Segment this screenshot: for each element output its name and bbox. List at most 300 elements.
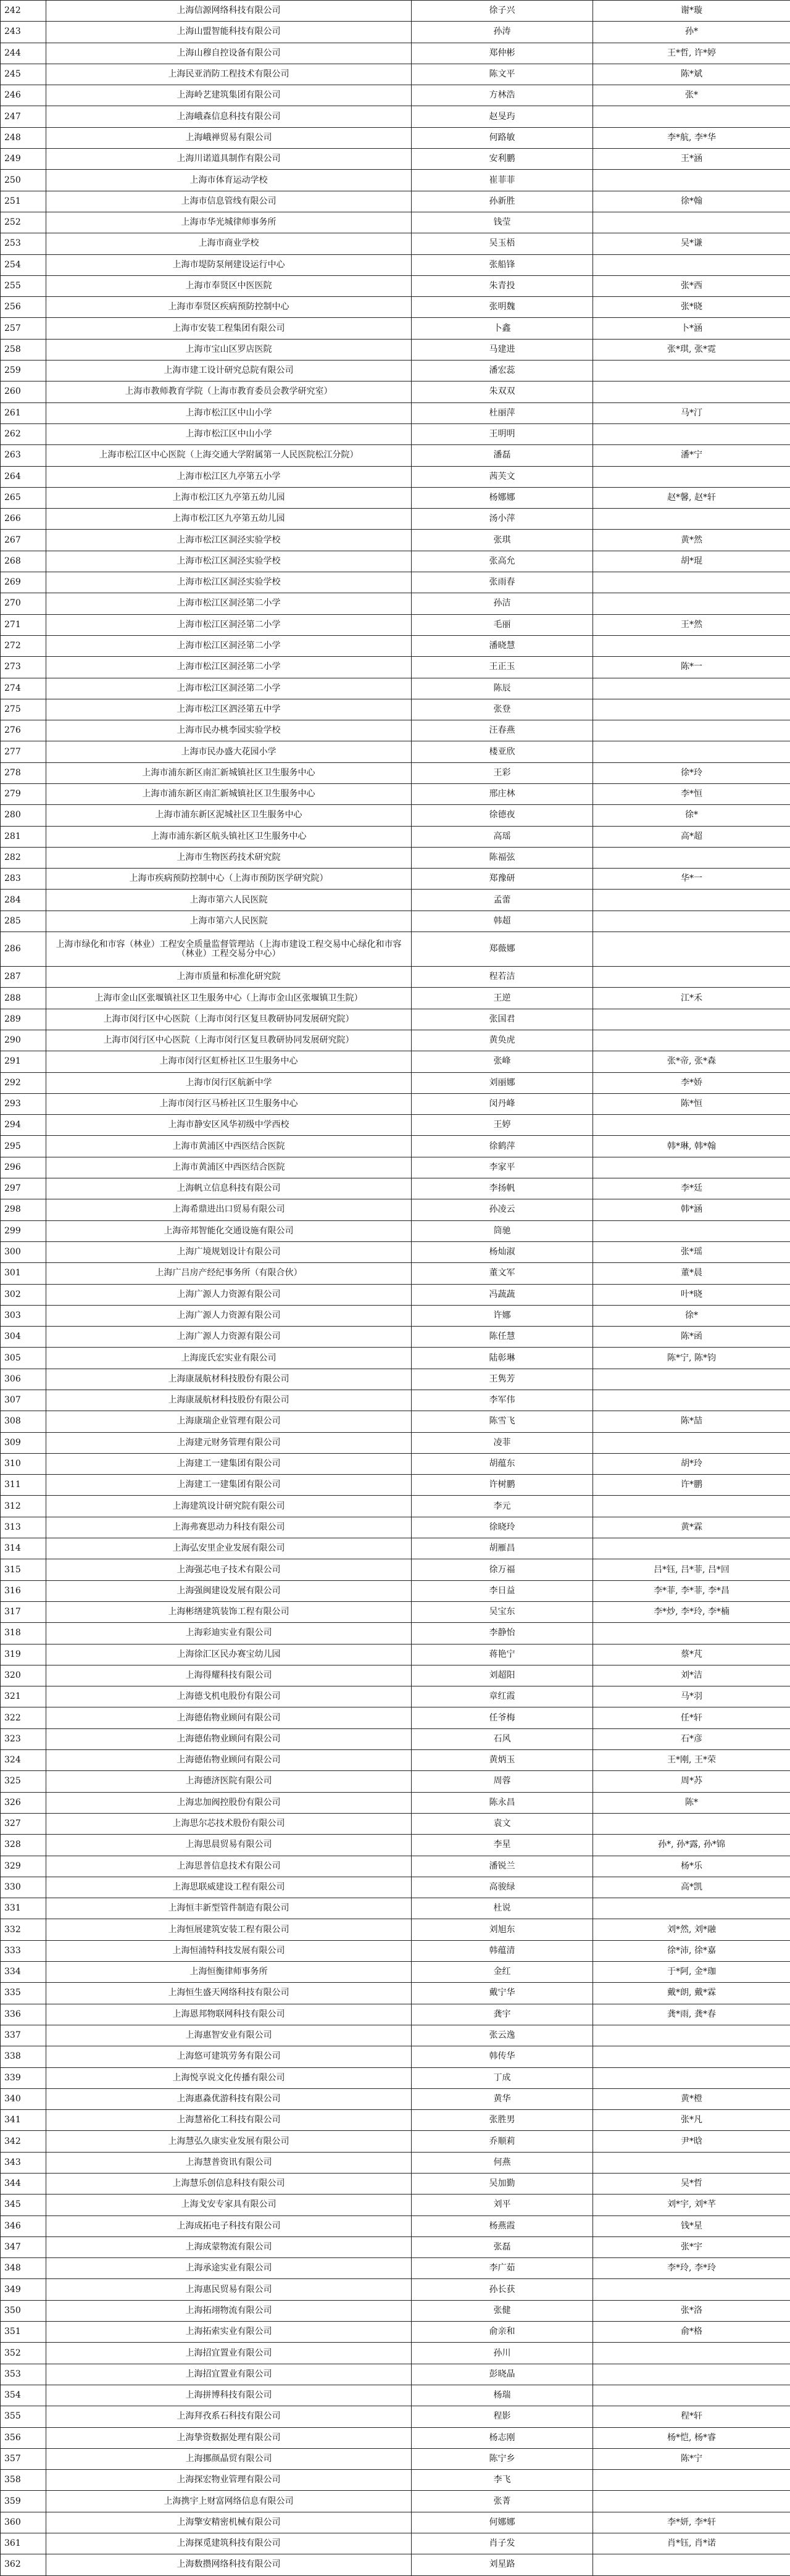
person-name-cell: 王婷 — [412, 1115, 593, 1136]
person-name-cell: 马建进 — [412, 339, 593, 360]
table-row — [1, 1792, 790, 1813]
person-name-cell: 张高允 — [412, 551, 593, 572]
unit-name-cell: 上海建元财务管理有限公司 — [46, 1432, 412, 1453]
unit-name-cell: 上海忠加阀控股份有限公司 — [46, 1792, 412, 1813]
table-row — [1, 2554, 790, 2575]
note-cell — [593, 1538, 790, 1559]
unit-name-cell: 上海建筑设计研究院有限公司 — [46, 1496, 412, 1517]
person-name-cell: 徐晓玲 — [412, 1517, 593, 1538]
person-name-cell: 安利鹏 — [412, 149, 593, 170]
row-number: 273 — [1, 657, 46, 678]
row-number: 253 — [1, 233, 46, 254]
table-row — [1, 1327, 790, 1348]
person-name-cell: 赵旻玙 — [412, 106, 593, 127]
unit-name-cell: 上海德戈机电股份有限公司 — [46, 1686, 412, 1707]
person-name-cell: 俞亲和 — [412, 2322, 593, 2343]
row-number: 246 — [1, 85, 46, 106]
unit-name-cell: 上海恒展建筑安装工程有限公司 — [46, 1919, 412, 1940]
note-cell — [593, 1623, 790, 1644]
note-cell: 陈* — [593, 1792, 790, 1813]
note-cell — [593, 1369, 790, 1390]
unit-name-cell: 上海市松江区中心医院（上海交通大学附属第一人民医院松江分院） — [46, 445, 412, 466]
note-cell — [593, 1030, 790, 1051]
person-name-cell: 程影 — [412, 2406, 593, 2427]
table-row — [1, 805, 790, 826]
unit-name-cell: 上海市松江区洞泾第二小学 — [46, 593, 412, 614]
row-number: 308 — [1, 1411, 46, 1432]
unit-name-cell: 上海市安装工程集团有限公司 — [46, 318, 412, 339]
note-cell — [593, 2491, 790, 2512]
person-name-cell: 黄炳玉 — [412, 1750, 593, 1771]
table-row — [1, 254, 790, 275]
note-cell — [593, 466, 790, 487]
person-name-cell: 董文军 — [412, 1263, 593, 1284]
note-cell — [593, 509, 790, 530]
note-cell: 孙*, 孙*露, 孙*锦 — [593, 1835, 790, 1856]
table-row — [1, 699, 790, 720]
row-number: 353 — [1, 2364, 46, 2385]
note-cell — [593, 678, 790, 699]
person-name-cell: 孟蕾 — [412, 890, 593, 911]
row-number: 285 — [1, 911, 46, 932]
table-row — [1, 381, 790, 402]
unit-name-cell: 上海市质量和标准化研究院 — [46, 967, 412, 988]
note-cell — [593, 572, 790, 593]
row-number: 329 — [1, 1856, 46, 1877]
row-number: 291 — [1, 1051, 46, 1072]
unit-name-cell: 上海拼博科技有限公司 — [46, 2385, 412, 2406]
note-cell: 谢*璇 — [593, 1, 790, 22]
row-number: 318 — [1, 1623, 46, 1644]
unit-name-cell: 上海市民办盛大花园小学 — [46, 741, 412, 762]
note-cell: 高*凯 — [593, 1877, 790, 1898]
note-cell: 胡*玲 — [593, 1453, 790, 1474]
row-number: 302 — [1, 1284, 46, 1305]
row-number: 358 — [1, 2470, 46, 2491]
unit-name-cell: 上海思尔芯技术股份有限公司 — [46, 1813, 412, 1834]
note-cell — [593, 1220, 790, 1241]
row-number: 333 — [1, 1940, 46, 1961]
row-number: 276 — [1, 720, 46, 741]
table-row — [1, 1263, 790, 1284]
note-cell — [593, 1009, 790, 1030]
row-number: 272 — [1, 635, 46, 656]
unit-name-cell: 上海市松江区洞泾第二小学 — [46, 657, 412, 678]
row-number: 267 — [1, 530, 46, 551]
person-name-cell: 杨瑞 — [412, 2385, 593, 2406]
person-name-cell: 黄华 — [412, 2088, 593, 2109]
note-cell: 高*超 — [593, 826, 790, 847]
person-name-cell: 乔顺莉 — [412, 2131, 593, 2152]
table-row — [1, 2300, 790, 2321]
table-row — [1, 2258, 790, 2279]
row-number: 313 — [1, 1517, 46, 1538]
note-cell: 吕*钰, 吕*菲, 吕*回 — [593, 1559, 790, 1580]
row-number: 323 — [1, 1728, 46, 1749]
note-cell: 张* — [593, 85, 790, 106]
person-name-cell: 闵丹峰 — [412, 1093, 593, 1114]
unit-name-cell: 上海庞氏宏实业有限公司 — [46, 1348, 412, 1369]
table-row — [1, 988, 790, 1009]
row-number: 325 — [1, 1771, 46, 1792]
unit-name-cell: 上海悦享说文化传播有限公司 — [46, 2067, 412, 2088]
person-name-cell: 何娜娜 — [412, 2512, 593, 2533]
person-name-cell: 李飞 — [412, 2470, 593, 2491]
person-name-cell: 张峰 — [412, 1051, 593, 1072]
note-cell: 张*琪, 张*霓 — [593, 339, 790, 360]
note-cell: 徐*翰 — [593, 191, 790, 212]
unit-name-cell: 上海市松江区洞泾第二小学 — [46, 678, 412, 699]
row-number: 252 — [1, 212, 46, 233]
table-row — [1, 932, 790, 967]
unit-name-cell: 上海康晟航材科技股份有限公司 — [46, 1369, 412, 1390]
unit-name-cell: 上海恩邦物联网科技有限公司 — [46, 2004, 412, 2025]
note-cell — [593, 1390, 790, 1411]
row-number: 320 — [1, 1665, 46, 1686]
note-cell: 于*阿, 金*珈 — [593, 1962, 790, 1983]
table-row — [1, 530, 790, 551]
note-cell: 董*晨 — [593, 1263, 790, 1284]
unit-name-cell: 上海彩迪实业有限公司 — [46, 1623, 412, 1644]
unit-name-cell: 上海信源网络科技有限公司 — [46, 1, 412, 22]
person-name-cell: 韩蕴清 — [412, 1940, 593, 1961]
table-row — [1, 1136, 790, 1157]
unit-name-cell: 上海悠可建筑劳务有限公司 — [46, 2046, 412, 2067]
note-cell: 任*轩 — [593, 1707, 790, 1728]
row-number: 289 — [1, 1009, 46, 1030]
unit-name-cell: 上海民亚消防工程技术有限公司 — [46, 64, 412, 85]
table-row — [1, 1305, 790, 1326]
person-name-cell: 肖子发 — [412, 2533, 593, 2554]
unit-name-cell: 上海市第六人民医院 — [46, 911, 412, 932]
table-row — [1, 1898, 790, 1919]
row-number: 349 — [1, 2279, 46, 2300]
unit-name-cell: 上海市松江区洞泾第二小学 — [46, 614, 412, 635]
row-number: 278 — [1, 762, 46, 783]
table-row — [1, 1919, 790, 1940]
unit-name-cell: 上海市浦东新区航头镇社区卫生服务中心 — [46, 826, 412, 847]
table-row — [1, 1686, 790, 1707]
person-name-cell: 刘平 — [412, 2195, 593, 2215]
person-name-cell: 郑薇娜 — [412, 932, 593, 967]
note-cell: 张*西 — [593, 275, 790, 296]
table-row — [1, 2470, 790, 2491]
person-name-cell: 石风 — [412, 1728, 593, 1749]
person-name-cell: 杨娜娜 — [412, 487, 593, 508]
table-row — [1, 402, 790, 423]
row-number: 255 — [1, 275, 46, 296]
note-cell: 陈*宁 — [593, 2448, 790, 2469]
person-name-cell: 汪春燕 — [412, 720, 593, 741]
unit-name-cell: 上海市松江区洞泾第二小学 — [46, 635, 412, 656]
person-name-cell: 李静怡 — [412, 1623, 593, 1644]
table-row — [1, 1835, 790, 1856]
person-name-cell: 徐鹤萍 — [412, 1136, 593, 1157]
person-name-cell: 龚宇 — [412, 2004, 593, 2025]
person-name-cell: 许树鹏 — [412, 1475, 593, 1496]
unit-name-cell: 上海广吕房产经纪事务所（有限合伙） — [46, 1263, 412, 1284]
table-row — [1, 2236, 790, 2257]
row-number: 266 — [1, 509, 46, 530]
note-cell: 黄*然 — [593, 530, 790, 551]
table-row — [1, 1475, 790, 1496]
person-name-cell: 徐德夜 — [412, 805, 593, 826]
table-row — [1, 170, 790, 191]
row-number: 357 — [1, 2448, 46, 2469]
row-number: 250 — [1, 170, 46, 191]
note-cell: 陈*函 — [593, 1327, 790, 1348]
row-number: 317 — [1, 1601, 46, 1622]
unit-name-cell: 上海市生物医药技术研究院 — [46, 847, 412, 868]
person-name-cell: 周蓉 — [412, 1771, 593, 1792]
note-cell: 徐*沛, 徐*嘉 — [593, 1940, 790, 1961]
unit-name-cell: 上海成拓电子科技有限公司 — [46, 2215, 412, 2236]
row-number: 328 — [1, 1835, 46, 1856]
person-name-cell: 刘旭东 — [412, 1919, 593, 1940]
person-name-cell: 汤小萍 — [412, 509, 593, 530]
note-cell: 江*禾 — [593, 988, 790, 1009]
unit-name-cell: 上海慧弘久康实业发展有限公司 — [46, 2131, 412, 2152]
row-number: 337 — [1, 2025, 46, 2046]
table-row — [1, 1093, 790, 1114]
table-row — [1, 2491, 790, 2512]
note-cell: 卜*涵 — [593, 318, 790, 339]
table-row — [1, 967, 790, 988]
person-name-cell: 李广茹 — [412, 2258, 593, 2279]
note-cell — [593, 967, 790, 988]
person-name-cell: 张琪 — [412, 530, 593, 551]
table-row — [1, 1983, 790, 2004]
table-row — [1, 1369, 790, 1390]
row-number: 311 — [1, 1475, 46, 1496]
person-name-cell: 王彩 — [412, 762, 593, 783]
unit-name-cell: 上海广境规划设计有限公司 — [46, 1241, 412, 1262]
person-name-cell: 朱双双 — [412, 381, 593, 402]
row-number: 346 — [1, 2215, 46, 2236]
note-cell: 赵*馨, 赵*轩 — [593, 487, 790, 508]
note-cell: 黄*霖 — [593, 1517, 790, 1538]
table-row — [1, 1813, 790, 1834]
table-row — [1, 826, 790, 847]
unit-name-cell: 上海山盟智能科技有限公司 — [46, 22, 412, 43]
person-name-cell: 张明魏 — [412, 297, 593, 318]
person-name-cell: 陆彰琳 — [412, 1348, 593, 1369]
note-cell — [593, 381, 790, 402]
table-row — [1, 212, 790, 233]
row-number: 345 — [1, 2195, 46, 2215]
unit-name-cell: 上海弘安里企业发展有限公司 — [46, 1538, 412, 1559]
unit-name-cell: 上海成蒙物流有限公司 — [46, 2236, 412, 2257]
row-number: 300 — [1, 1241, 46, 1262]
unit-name-cell: 上海峨禅贸易有限公司 — [46, 127, 412, 148]
row-number: 260 — [1, 381, 46, 402]
row-number: 310 — [1, 1453, 46, 1474]
table-row — [1, 1517, 790, 1538]
note-cell — [593, 1898, 790, 1919]
table-row — [1, 657, 790, 678]
note-cell: 尹*晗 — [593, 2131, 790, 2152]
table-row — [1, 445, 790, 466]
person-name-cell: 潘晓慧 — [412, 635, 593, 656]
person-name-cell: 朱青投 — [412, 275, 593, 296]
note-cell — [593, 2385, 790, 2406]
person-name-cell: 李扬帆 — [412, 1178, 593, 1199]
unit-name-cell: 上海恒浦特科技发展有限公司 — [46, 1940, 412, 1961]
unit-name-cell: 上海康瑞企业管理有限公司 — [46, 1411, 412, 1432]
note-cell: 陈*宁, 陈*钧 — [593, 1348, 790, 1369]
note-cell: 陈*喆 — [593, 1411, 790, 1432]
row-number: 256 — [1, 297, 46, 318]
person-name-cell: 徐万福 — [412, 1559, 593, 1580]
note-cell: 刘*洁 — [593, 1665, 790, 1686]
person-name-cell: 凌菲 — [412, 1432, 593, 1453]
row-number: 287 — [1, 967, 46, 988]
person-name-cell: 刘超阳 — [412, 1665, 593, 1686]
note-cell: 张*瑶 — [593, 1241, 790, 1262]
table-row — [1, 1644, 790, 1665]
note-cell: 杨*乐 — [593, 1856, 790, 1877]
row-number: 288 — [1, 988, 46, 1009]
table-row — [1, 762, 790, 783]
note-cell — [593, 635, 790, 656]
person-name-cell: 吴加勤 — [412, 2173, 593, 2194]
unit-name-cell: 上海建工一建集团有限公司 — [46, 1475, 412, 1496]
table-row — [1, 275, 790, 296]
person-name-cell: 方林浩 — [412, 85, 593, 106]
person-name-cell: 高骏绿 — [412, 1877, 593, 1898]
unit-name-cell: 上海惠民贸易有限公司 — [46, 2279, 412, 2300]
table-row — [1, 106, 790, 127]
note-cell — [593, 361, 790, 381]
row-number: 280 — [1, 805, 46, 826]
person-name-cell: 刘星路 — [412, 2554, 593, 2575]
person-name-cell: 杨灿淑 — [412, 1241, 593, 1262]
person-name-cell: 王隽芳 — [412, 1369, 593, 1390]
table-row — [1, 911, 790, 932]
row-number: 248 — [1, 127, 46, 148]
table-row — [1, 1538, 790, 1559]
table-row — [1, 678, 790, 699]
note-cell: 杨*恺, 杨*睿 — [593, 2427, 790, 2448]
note-cell: 韩*涵 — [593, 1199, 790, 1220]
table-row — [1, 466, 790, 487]
note-cell: 李*玲, 李*玲 — [593, 2258, 790, 2279]
unit-name-cell: 上海市浦东新区南汇新城镇社区卫生服务中心 — [46, 762, 412, 783]
unit-name-cell: 上海慧普资讯有限公司 — [46, 2152, 412, 2173]
note-cell — [593, 2470, 790, 2491]
table-row — [1, 318, 790, 339]
unit-name-cell: 上海希鼎进出口贸易有限公司 — [46, 1199, 412, 1220]
person-name-cell: 李军伟 — [412, 1390, 593, 1411]
row-number: 305 — [1, 1348, 46, 1369]
note-cell: 刘*宇, 刘*芊 — [593, 2195, 790, 2215]
table-row — [1, 847, 790, 868]
unit-name-cell: 上海市宝山区罗店医院 — [46, 339, 412, 360]
table-row — [1, 1496, 790, 1517]
unit-name-cell: 上海思晨贸易有限公司 — [46, 1835, 412, 1856]
person-name-cell: 张登 — [412, 699, 593, 720]
person-name-cell: 邢庄林 — [412, 783, 593, 804]
table-row — [1, 1157, 790, 1178]
unit-name-cell: 上海德佑物业顾问有限公司 — [46, 1707, 412, 1728]
note-cell: 李*航, 李*华 — [593, 127, 790, 148]
note-cell — [593, 254, 790, 275]
table-row — [1, 2046, 790, 2067]
table-row — [1, 1940, 790, 1961]
person-name-cell: 孙凌云 — [412, 1199, 593, 1220]
unit-name-cell: 上海市黄浦区中西医结合医院 — [46, 1136, 412, 1157]
note-cell: 蔡*芃 — [593, 1644, 790, 1665]
unit-name-cell: 上海携宇上财富网络信息有限公司 — [46, 2491, 412, 2512]
row-number: 297 — [1, 1178, 46, 1199]
row-number: 342 — [1, 2131, 46, 2152]
unit-name-cell: 上海市松江区洞泾实验学校 — [46, 551, 412, 572]
unit-name-cell: 上海市闵行区马桥社区卫生服务中心 — [46, 1093, 412, 1114]
table-row — [1, 2088, 790, 2109]
unit-name-cell: 上海恒生盛天网络科技有限公司 — [46, 1983, 412, 2004]
person-name-cell: 袁文 — [412, 1813, 593, 1834]
unit-name-cell: 上海市松江区泗泾第五中学 — [46, 699, 412, 720]
row-number: 309 — [1, 1432, 46, 1453]
row-number: 316 — [1, 1580, 46, 1601]
table-row — [1, 1432, 790, 1453]
table-row — [1, 2343, 790, 2364]
note-cell: 程*轩 — [593, 2406, 790, 2427]
unit-name-cell: 上海德佑物业顾问有限公司 — [46, 1750, 412, 1771]
table-row — [1, 1877, 790, 1898]
row-number: 249 — [1, 149, 46, 170]
row-number: 307 — [1, 1390, 46, 1411]
unit-name-cell: 上海市闵行区中心医院（上海市闵行区复旦教研协同发展研究院） — [46, 1030, 412, 1051]
note-cell: 李*廷 — [593, 1178, 790, 1199]
unit-name-cell: 上海市黄浦区中西医结合医院 — [46, 1157, 412, 1178]
note-cell — [593, 212, 790, 233]
note-cell: 钱*星 — [593, 2215, 790, 2236]
row-number: 243 — [1, 22, 46, 43]
unit-name-cell: 上海强芯电子技术有限公司 — [46, 1559, 412, 1580]
row-number: 336 — [1, 2004, 46, 2025]
person-name-cell: 王正玉 — [412, 657, 593, 678]
table-row — [1, 1220, 790, 1241]
table-row — [1, 1390, 790, 1411]
row-number: 296 — [1, 1157, 46, 1178]
row-number: 355 — [1, 2406, 46, 2427]
note-cell: 李*炒, 李*玲, 李*楠 — [593, 1601, 790, 1622]
note-cell: 李*妍, 李*轩 — [593, 2512, 790, 2533]
table-row — [1, 423, 790, 444]
row-number: 254 — [1, 254, 46, 275]
row-number: 354 — [1, 2385, 46, 2406]
note-cell — [593, 1496, 790, 1517]
table-row — [1, 1665, 790, 1686]
table-row — [1, 64, 790, 85]
table-row — [1, 2385, 790, 2406]
table-row — [1, 1009, 790, 1030]
unit-name-cell: 上海市松江区洞泾实验学校 — [46, 530, 412, 551]
table-row — [1, 2110, 790, 2131]
note-cell: 王*刚, 王*荣 — [593, 1750, 790, 1771]
person-name-cell: 李星 — [412, 1835, 593, 1856]
table-row — [1, 2406, 790, 2427]
table-row — [1, 1, 790, 22]
note-cell: 黄*橙 — [593, 2088, 790, 2109]
row-number: 340 — [1, 2088, 46, 2109]
note-cell: 张*晓 — [593, 297, 790, 318]
table-row — [1, 2427, 790, 2448]
row-number: 327 — [1, 1813, 46, 1834]
person-name-cell: 筒驰 — [412, 1220, 593, 1241]
table-row — [1, 2152, 790, 2173]
